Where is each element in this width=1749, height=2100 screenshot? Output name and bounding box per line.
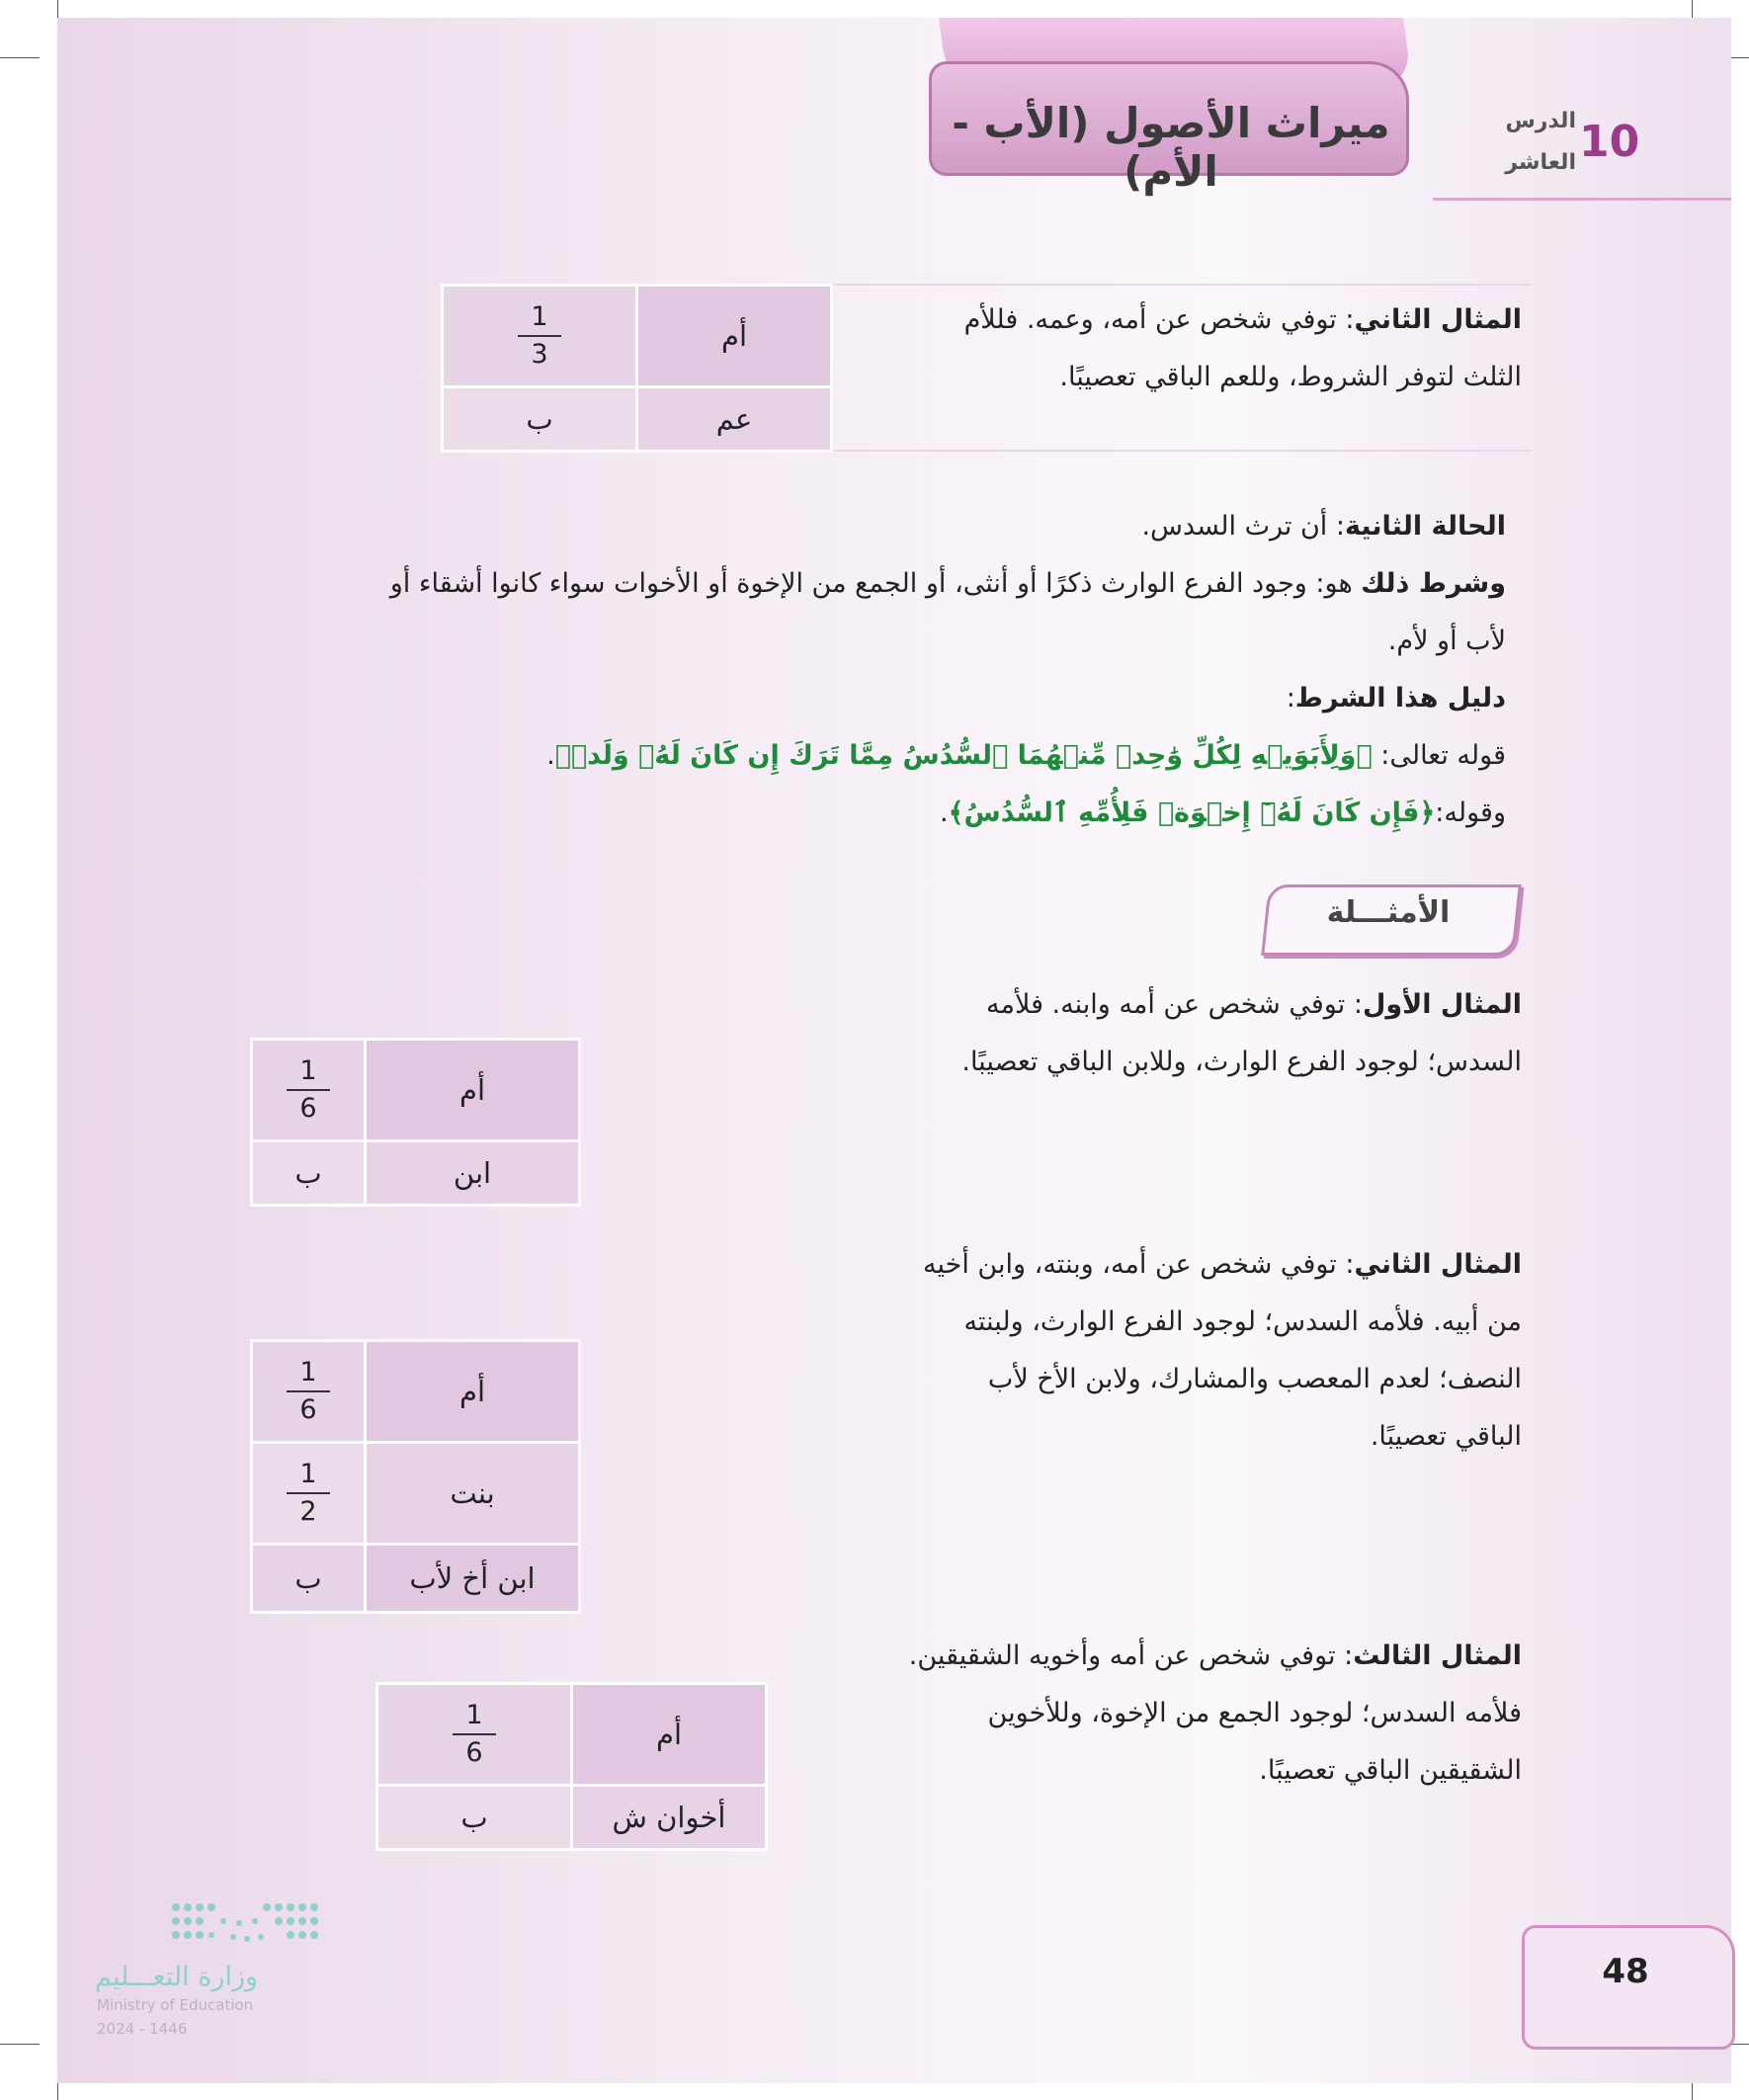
ministry-name-ar: وزارة التعـــليم bbox=[95, 1962, 259, 1992]
heir-cell: ابن أخ لأب bbox=[366, 1545, 580, 1613]
example2-text: المثال الثاني: توفي شخص عن أمه، وبنته، وابن أخيه من أبيه. فلأمه السدس؛ لوجود الفرع الوارث، ولبنته النصف؛ لعدم المعصب والمشارك، ولابن الأخ لأب الباقي تعصيبًا. bbox=[923, 1249, 1522, 1452]
inheritance-table bbox=[375, 1682, 768, 1851]
heir-cell: أم bbox=[572, 1684, 767, 1786]
share-cell: $\frac{1}{6}$ bbox=[377, 1684, 572, 1786]
case-label: الحالة الثانية bbox=[1345, 511, 1506, 542]
inheritance-table bbox=[441, 284, 833, 453]
page-number: 48 bbox=[1602, 1952, 1649, 1991]
condition-label: وشرط ذلك bbox=[1361, 568, 1506, 599]
lesson-number: 10 bbox=[1579, 117, 1640, 167]
example-prev-text: المثال الثاني: توفي شخص عن أمه، وعمه. فللأم الثلث لتوفر الشروط، وللعم الباقي تعصيبًا. bbox=[963, 304, 1522, 392]
share-cell: $\frac{1}{6}$ bbox=[252, 1040, 366, 1141]
heir-cell: أم bbox=[366, 1040, 580, 1141]
lesson-word: الدرس bbox=[1505, 109, 1576, 133]
share-cell: $\frac{1}{6}$ bbox=[252, 1341, 366, 1443]
share-cell: $\frac{1}{3}$ bbox=[443, 286, 637, 387]
ministry-logo-icon bbox=[168, 1899, 326, 1951]
quran-verse: ﴿فَإِن كَانَ لَهُۥٓ إِخۡوَةٞ فَلِأُمِّهِ ٱلسُّدُسُ﴾ bbox=[948, 798, 1436, 828]
example3-text: المثال الثالث: توفي شخص عن أمه وأخويه الشقيقين. فلأمه السدس؛ لوجود الجمع من الإخوة، وللأخوين الشقيقين الباقي تعصيبًا. bbox=[908, 1640, 1522, 1786]
crop-mark bbox=[0, 2044, 40, 2045]
heir-cell: أخوان ش bbox=[572, 1786, 767, 1850]
example-label: المثال الثالث bbox=[1353, 1640, 1522, 1671]
heir-cell: أم bbox=[637, 286, 832, 387]
edition-year: 2024 - 1446 bbox=[97, 2020, 188, 2038]
heir-cell: بنت bbox=[366, 1443, 580, 1545]
header-divider bbox=[1433, 198, 1731, 201]
share-cell: $\frac{1}{2}$ bbox=[252, 1443, 366, 1545]
lesson-ordinal: العاشر bbox=[1505, 150, 1576, 175]
example-label: المثال الثاني bbox=[1354, 1249, 1522, 1280]
heir-cell: أم bbox=[366, 1341, 580, 1443]
share-cell: ب bbox=[252, 1141, 366, 1206]
quran-verse: ﴿وَلِأَبَوَيۡهِ لِكُلِّ وَٰحِدٖ مِّنۡهُمَا ٱلسُّدُسُ مِمَّا تَرَكَ إِن كَانَ لَهُۥ وَلَدٞ﴾ bbox=[554, 740, 1373, 771]
inheritance-table bbox=[250, 1038, 581, 1207]
example-label: المثال الثاني bbox=[1354, 304, 1522, 335]
example-label: المثال الأول bbox=[1362, 989, 1522, 1020]
share-cell: ب bbox=[443, 387, 637, 452]
heir-cell: ابن bbox=[366, 1141, 580, 1206]
example1-text: المثال الأول: توفي شخص عن أمه وابنه. فلأمه السدس؛ لوجود الفرع الوارث، وللابن الباقي تعصيبًا. bbox=[961, 989, 1522, 1077]
crop-mark bbox=[0, 57, 40, 58]
examples-title: الأمثـــلة bbox=[1326, 895, 1451, 930]
lesson-title: ميراث الأصول (الأب - الأم) bbox=[952, 99, 1390, 196]
share-cell: ب bbox=[252, 1545, 366, 1613]
inheritance-table bbox=[250, 1339, 581, 1614]
ministry-name-en: Ministry of Education bbox=[97, 1996, 254, 2014]
case2-text: الحالة الثانية: أن ترث السدس. وشرط ذلك هو: وجود الفرع الوارث ذكرًا أو أنثى، أو الجمع من الإخوة أو الأخوات سواء كانوا أشقاء أو لأب أو لأم. دليل هذا الشرط: قوله تعالى: ﴿وَلِأَبَوَيۡهِ لِكُلِّ وَٰحِدٖ مِّنۡهُمَا ٱلسُّدُسُ مِمَّا تَرَكَ إِن كَانَ لَهُۥ وَلَدٞ﴾. وقوله:﴿فَإِن كَانَ لَهُۥٓ إِخۡوَةٞ فَلِأُمِّهِ ٱلسُّدُسُ﴾. bbox=[389, 511, 1506, 828]
share-cell: ب bbox=[377, 1786, 572, 1850]
heir-cell: عم bbox=[637, 387, 832, 452]
proof-label: دليل هذا الشرط bbox=[1294, 683, 1506, 714]
